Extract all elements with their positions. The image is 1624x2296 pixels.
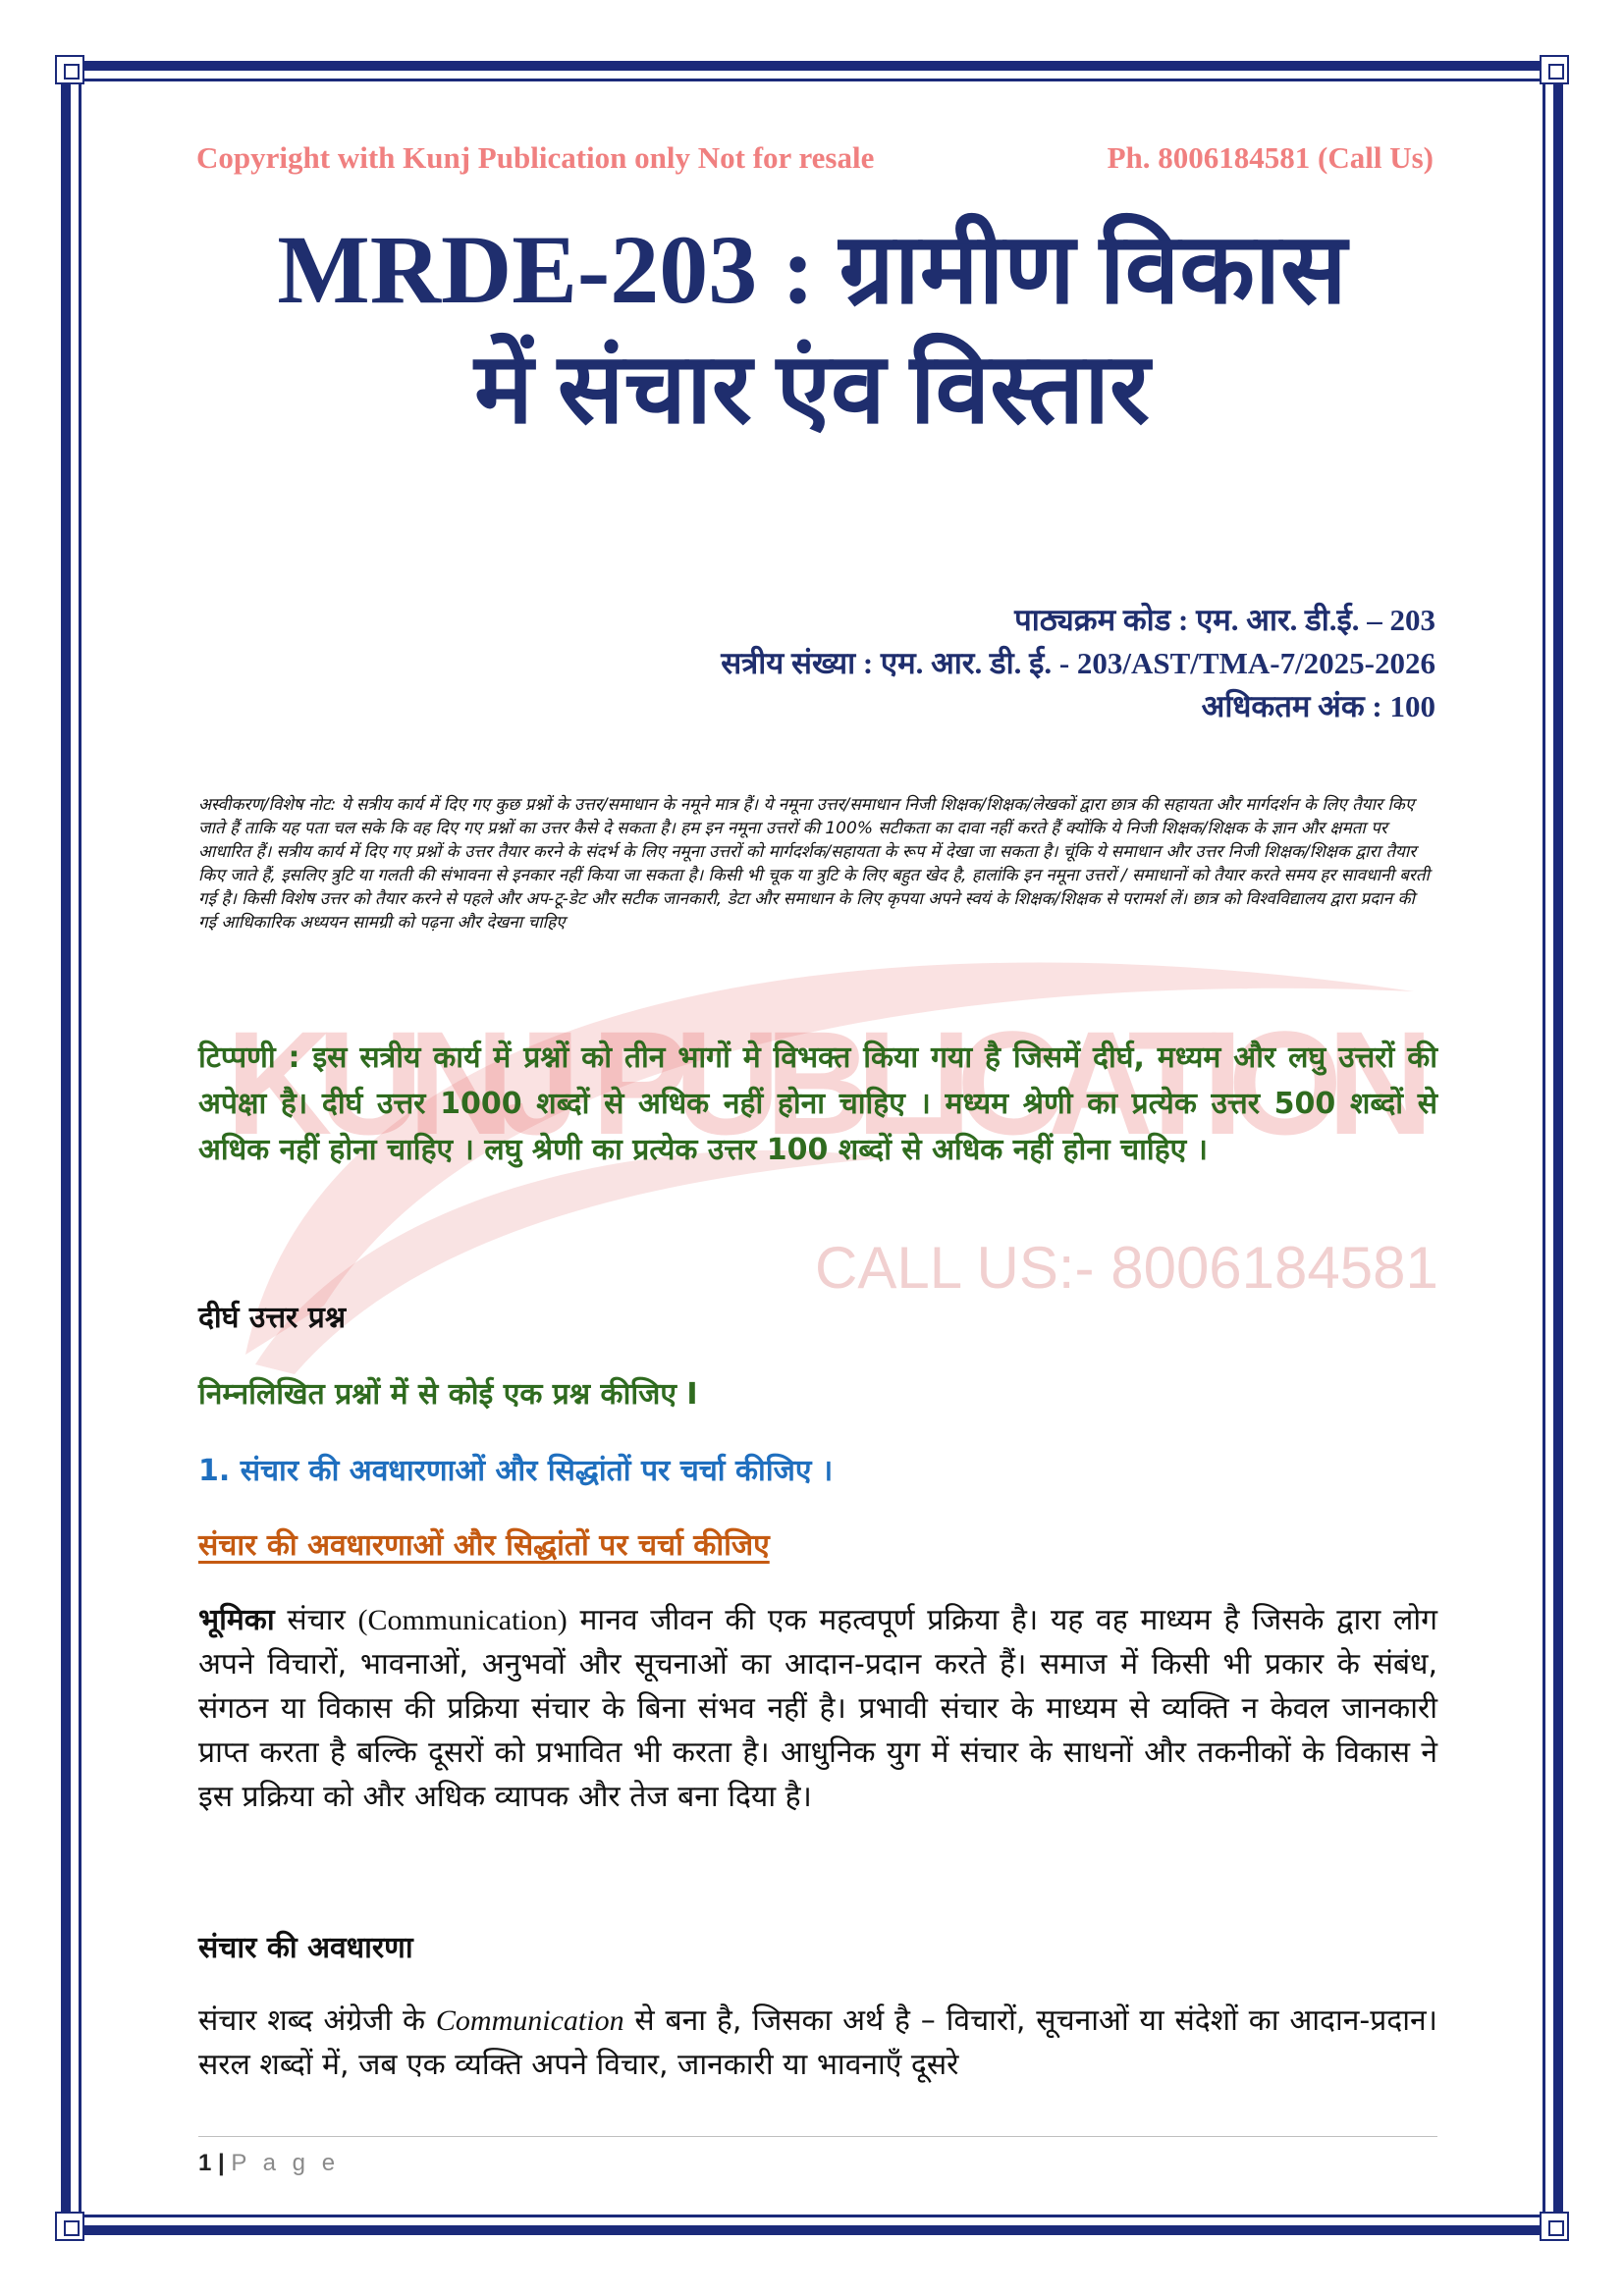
page-title <box>137 210 1487 450</box>
concept-english-term: Communication <box>435 2004 624 2037</box>
border-corner-ornament <box>55 2212 84 2241</box>
concept-heading: संचार की अवधारणा <box>198 1931 413 1965</box>
concept-paragraph <box>198 1999 1437 2087</box>
watermark-call: CALL US:- 8006184581 <box>815 1235 1438 1301</box>
course-code: पाठ्यक्रम कोड : एम. आर. डी.ई. – 203 <box>1014 603 1435 637</box>
concept-text: से बना है, जिसका अर्थ है – विचारों, सूचनाओं या संदेशों का आदान-प्रदान। सरल शब्दों में, जब एक व्यक्ति अपने विचार, जानकारी या भावनाएँ दूसरे <box>198 2003 1437 2082</box>
instruction-text: निम्नलिखित प्रश्नों में से कोई एक प्रश्न कीजिए I <box>198 1377 698 1412</box>
copyright-header <box>196 140 1434 176</box>
intro-pre: संचार <box>274 1603 358 1637</box>
phone-text: Ph. 8006184581 (Call Us) <box>1107 140 1434 175</box>
border-corner-ornament <box>55 55 84 84</box>
answer-title: संचार की अवधारणाओं और सिद्धांतों पर चर्चा कीजिए <box>198 1528 770 1563</box>
intro-english-term: (Communication) <box>357 1604 568 1636</box>
intro-text: मानव जीवन की एक महत्वपूर्ण प्रक्रिया है। यह वह माध्यम है जिसके द्वारा लोग अपने विचारों, भावनाओं, अनुभवों और सूचनाओं का आदान-प्रदान करते हैं। समाज में किसी भी प्रकार के संबंध, संगठन या विकास की प्रक्रिया संचार के बिना संभव नहीं है। प्रभावी संचार के माध्यम से व्यक्ति न केवल जानकारी प्राप्त करता है बल्कि दूसरों को प्रभावित भी करता है। आधुनिक युग में संचार के साधनों और तकनीकों के विकास ने इस प्रक्रिया को और अधिक व्यापक और तेज बना दिया है। <box>198 1603 1437 1814</box>
max-marks: अधिकतम अंक : 100 <box>1201 689 1435 723</box>
border-corner-ornament <box>1540 55 1569 84</box>
page-number: 1 <box>198 2150 212 2176</box>
disclaimer: अस्वीकरण/विशेष नोट: ये सत्रीय कार्य में दिए गए कुछ प्रश्नों के उत्तर/समाधान के नमूने मात्र हैं। ये नमूना उत्तर/समाधान निजी शिक्षक/शिक्षक/लेखकों द्वारा छात्र की सहायता और मार्गदर्शन के लिए तैयार किए जाते हैं ताकि यह पता चल सके कि वह दिए गए प्रश्नों का उत्तर कैसे दे सकता है। हम इन नमूना उत्तरों की 100% सटीकता का दावा नहीं करते हैं क्योंकि ये निजी शिक्षक/शिक्षक के ज्ञान और क्षमता पर आधारित हैं। सत्रीय कार्य में दिए गए प्रश्नों के उत्तर तैयार करने के संदर्भ के लिए नमूना उत्तरों को मार्गदर्शक/सहायता के रूप में देखा जा सकता है। चूंकि ये समाधान और उत्तर निजी शिक्षक/शिक्षक द्वारा तैयार किए जाते हैं, इसलिए त्रुटि या गलती की संभावना से इनकार नहीं किया जा सकता है। किसी भी चूक या त्रुटि के लिए बहुत खेद है, हालांकि इन नमूना उत्तरों / समाधानों को तैयार करते समय हर सावधानी बरती गई है। किसी विशेष उत्तर को तैयार करने से पहले और अप-टू-डेट और सटीक जानकारी, डेटा और समाधान के लिए कृपया अपने स्वयं के शिक्षक/शिक्षक से परामर्श लें। छात्र को विश्वविद्यालय द्वारा प्रदान की गई आधिकारिक अध्ययन सामग्री को पढ़ना और देखना चाहिए <box>198 795 1430 933</box>
concept-pre: संचार शब्द अंग्रेजी के <box>198 2003 436 2038</box>
question-1: 1. संचार की अवधारणाओं और सिद्धांतों पर चर्चा कीजिए । <box>198 1454 834 1488</box>
assignment-note: टिप्पणी : इस सत्रीय कार्य में प्रश्नों को तीन भागों मे विभक्त किया गया है जिसमें दीर्घ, मध्यम और लघु उत्तरों की अपेक्षा है। दीर्घ उत्तर 1000 शब्दों से अधिक नहीं होना चाहिए । मध्यम श्रेणी का प्रत्येक उत्तर 500 शब्दों से अधिक नहीं होना चाहिए । लघु श्रेणी का प्रत्येक उत्तर 100 शब्दों से अधिक नहीं होना चाहिए । <box>198 1041 1437 1167</box>
page-footer <box>198 2150 340 2177</box>
course-meta <box>721 599 1435 728</box>
intro-label: भूमिका <box>198 1603 275 1637</box>
long-answer-heading: दीर्घ उत्तर प्रश्न <box>198 1301 347 1335</box>
footer-divider <box>198 2136 1437 2137</box>
intro-paragraph <box>198 1598 1437 1819</box>
watermark-brand: KUNJ PUBLICATION <box>226 1000 1434 1165</box>
title-line-2: में संचार एंव विस्तार <box>474 335 1150 444</box>
assignment-number: सत्रीय संख्या : एम. आर. डी. ई. - 203/AST/TMA-7/2025-2026 <box>721 646 1435 680</box>
title-line-1: MRDE-203 : ग्रामीण विकास <box>277 215 1347 324</box>
footer-separator: | <box>218 2150 225 2176</box>
page-word: P a g e <box>231 2150 341 2176</box>
border-corner-ornament <box>1540 2212 1569 2241</box>
copyright-text: Copyright with Kunj Publication only Not for resale <box>196 140 875 175</box>
